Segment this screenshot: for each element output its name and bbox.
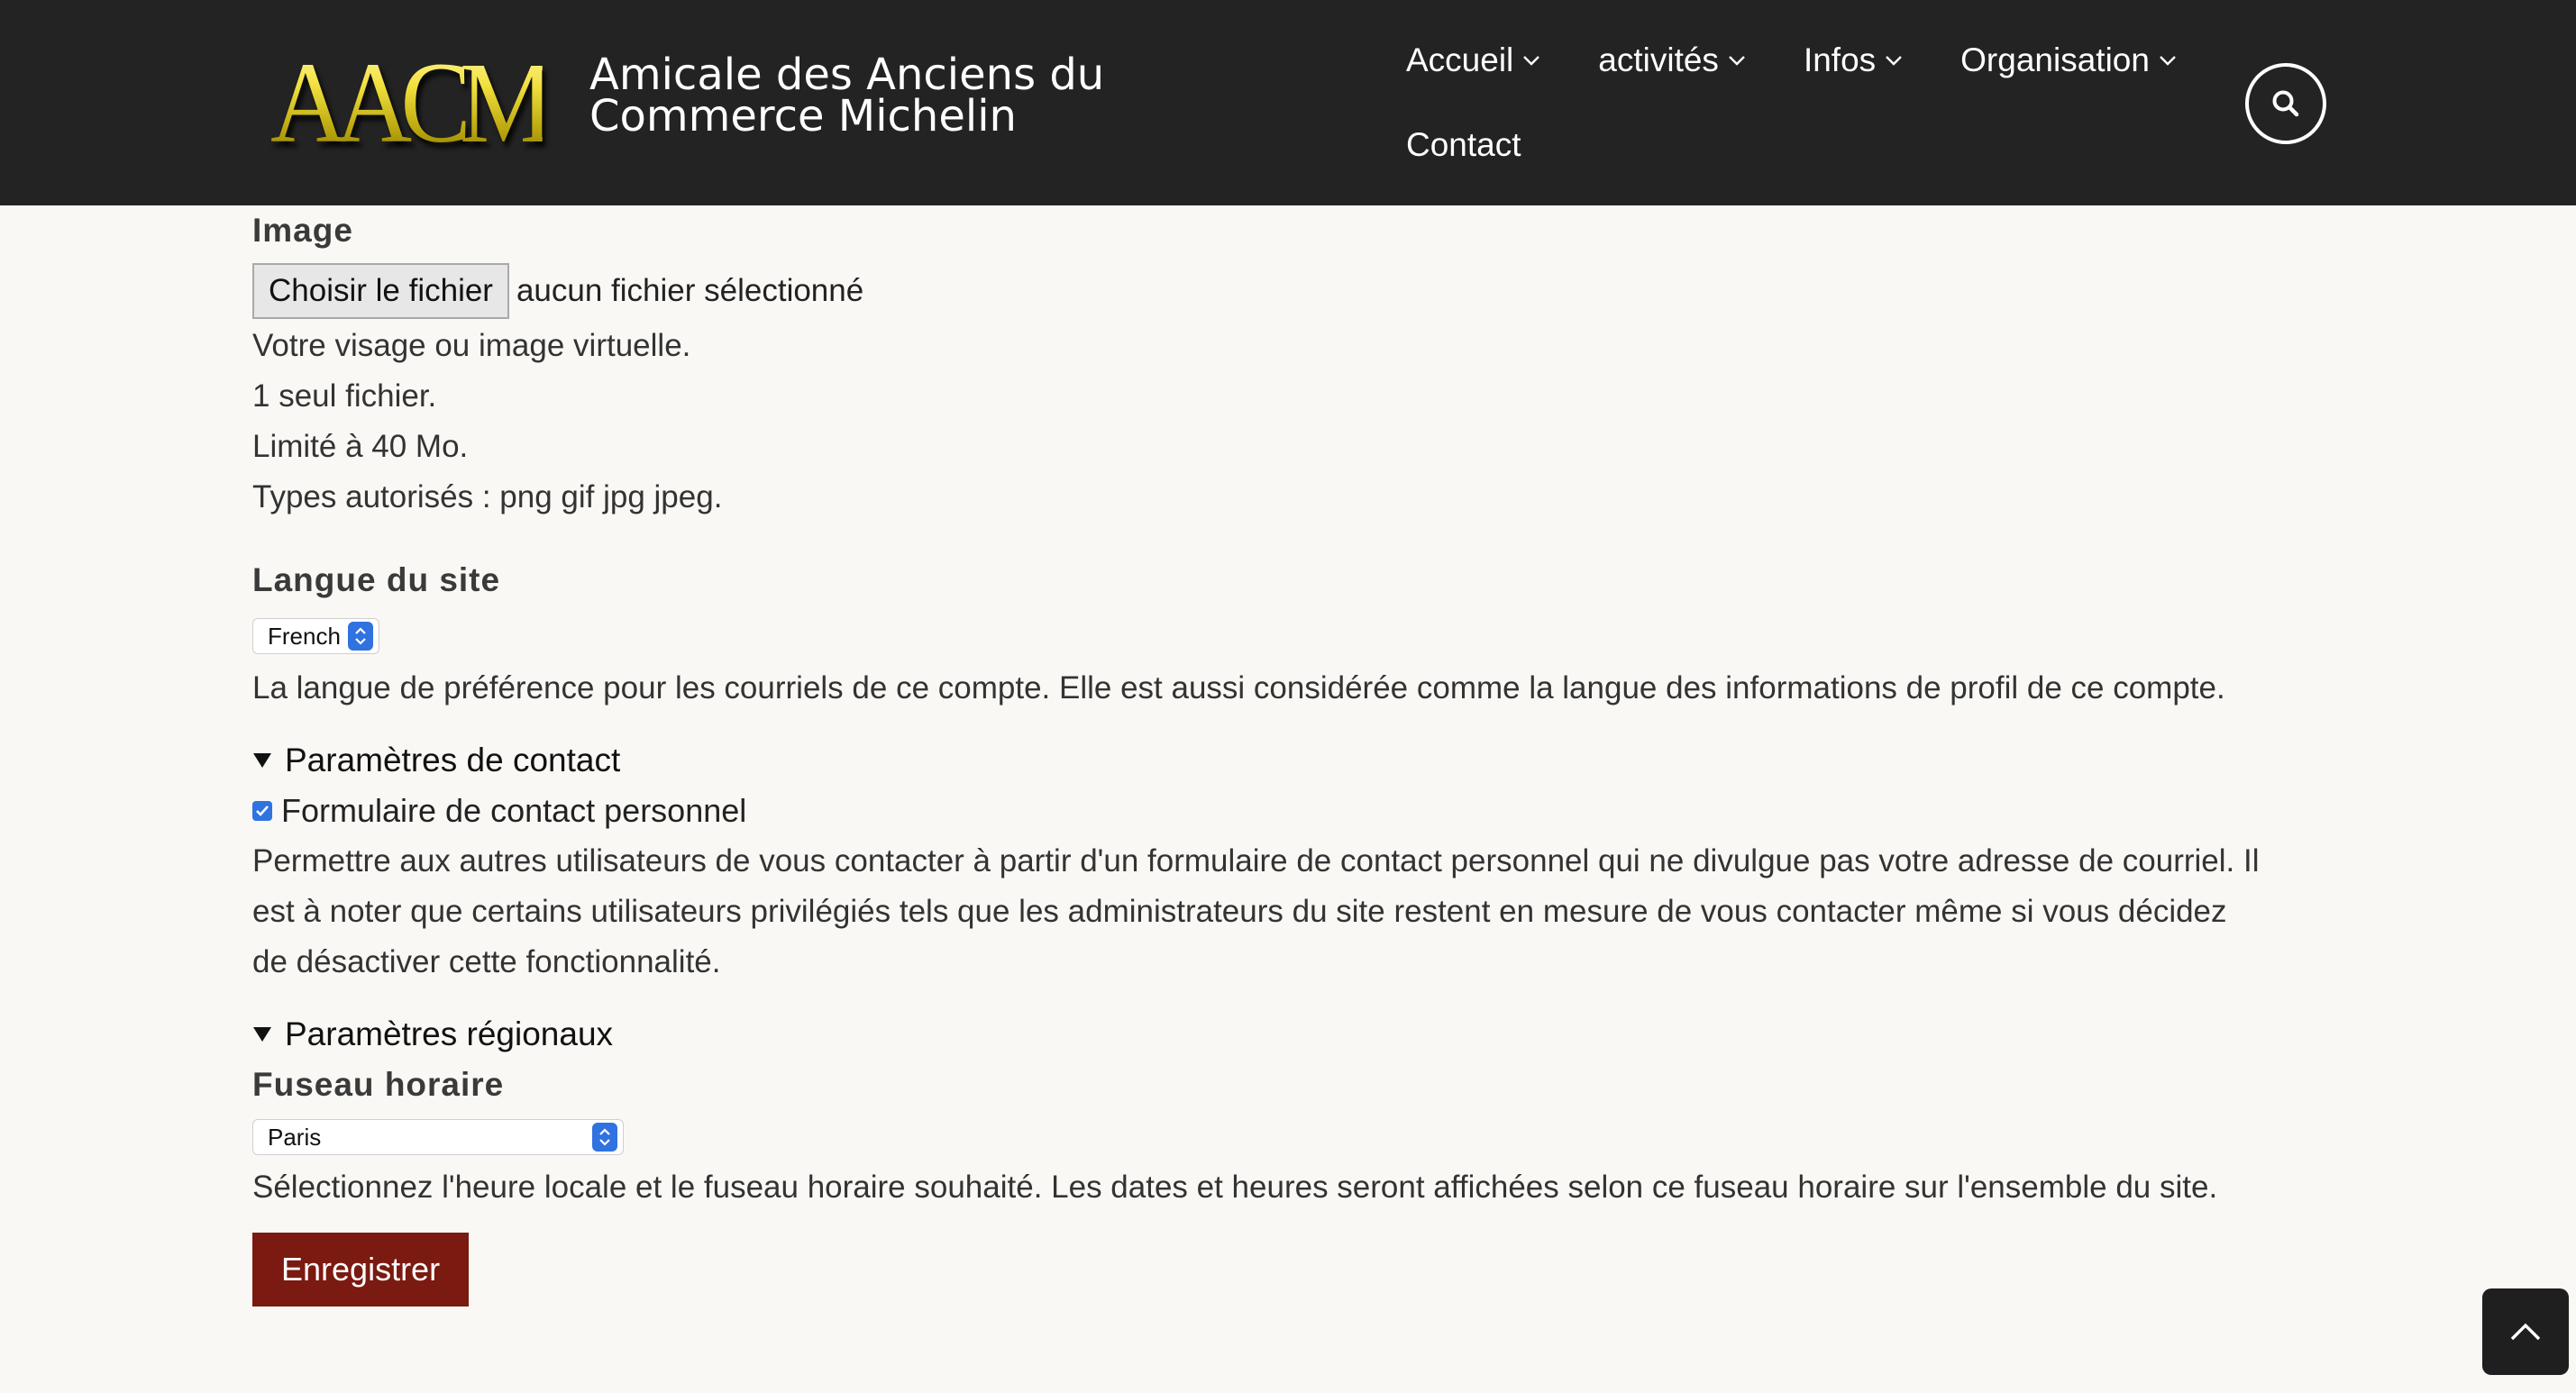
nav-item-label: Infos: [1803, 41, 1877, 78]
timezone-select[interactable]: [252, 1119, 624, 1155]
timezone-field-label: Fuseau horaire: [252, 1066, 505, 1103]
nav-item-infos[interactable]: [1804, 41, 1903, 79]
regional-settings-toggle[interactable]: [252, 1009, 2352, 1060]
image-help-line: 1 seul fichier.: [252, 378, 437, 414]
select-arrows-icon: [348, 622, 373, 651]
chevron-down-icon: [1885, 55, 1903, 66]
contact-settings-toggle[interactable]: [252, 735, 2352, 786]
contact-settings-summary: Paramètres de contact: [285, 742, 621, 778]
file-status-text: aucun fichier sélectionné: [516, 273, 864, 308]
language-help-text: La langue de préférence pour les courriels de ce compte. Elle est aussi considérée comme la langue des informations de profil de ce compte.: [252, 670, 2225, 706]
chevron-down-icon: [1728, 55, 1746, 66]
nav-item-activites[interactable]: [1598, 41, 1746, 79]
timezone-help-text: Sélectionnez l'heure locale et le fuseau horaire souhaité. Les dates et heures seront affichées selon ce fuseau horaire sur l'ensemble du site.: [252, 1170, 2218, 1205]
language-field: [252, 555, 2352, 714]
language-field-label: Langue du site: [252, 561, 501, 598]
image-help-line: Limité à 40 Mo.: [252, 429, 469, 464]
nav-row-1: [1406, 36, 2217, 85]
personal-contact-checkbox[interactable]: [252, 801, 272, 821]
nav-item-organisation[interactable]: [1960, 41, 2177, 79]
select-arrows-icon: [592, 1123, 617, 1152]
personal-contact-form-option: [252, 786, 2352, 836]
nav-item-label: Accueil: [1406, 41, 1514, 78]
nav-item-contact[interactable]: [1406, 126, 1521, 164]
site-header: [0, 0, 2576, 205]
timezone-select-value: Paris: [268, 1124, 322, 1151]
nav-row-2: [1406, 121, 2217, 169]
nav-item-label: Organisation: [1960, 41, 2150, 78]
chevron-down-icon: [2159, 55, 2177, 66]
logo-text: AACM: [270, 39, 543, 167]
choose-file-button[interactable]: Choisir le fichier: [252, 263, 509, 319]
nav-item-label: activités: [1598, 41, 1719, 78]
chevron-down-icon: [1522, 55, 1540, 66]
nav-item-accueil[interactable]: [1406, 41, 1540, 79]
save-button[interactable]: Enregistrer: [252, 1233, 469, 1307]
search-button[interactable]: [2245, 63, 2326, 144]
site-name[interactable]: Amicale des Anciens du Commerce Michelin: [589, 50, 1105, 141]
site-logo[interactable]: [270, 39, 568, 167]
search-icon: [2270, 88, 2301, 119]
chevron-up-icon: [2509, 1322, 2542, 1342]
image-help-line: Types autorisés : png gif jpg jpeg.: [252, 479, 723, 514]
personal-contact-checkbox-label[interactable]: Formulaire de contact personnel: [281, 792, 747, 829]
nav-item-label: Contact: [1406, 126, 1521, 163]
triangle-down-icon: [252, 752, 272, 769]
main-nav: [1406, 36, 2217, 169]
regional-settings-section: [252, 1009, 2352, 1213]
regional-settings-summary: Paramètres régionaux: [285, 1015, 614, 1052]
user-settings-form: [252, 205, 2352, 1307]
contact-settings-section: [252, 735, 2352, 988]
language-select[interactable]: [252, 618, 379, 654]
contact-help-line: Permettre aux autres utilisateurs de vous contacter à partir d'un formulaire de contact personnel qui ne divulgue pas votre adresse de courriel. Il: [252, 843, 2260, 879]
language-select-value: French: [268, 623, 341, 650]
image-field: [252, 205, 2352, 523]
triangle-down-icon: [252, 1026, 272, 1042]
contact-help-line: de désactiver cette fonctionnalité.: [252, 944, 721, 979]
file-input: [252, 261, 2352, 321]
image-help-line: Votre visage ou image virtuelle.: [252, 328, 691, 363]
contact-help-line: est à noter que certains utilisateurs privilégiés tels que les administrateurs du site restent en mesure de vous contacter même si vous décidez: [252, 894, 2227, 929]
back-to-top-button[interactable]: [2482, 1288, 2569, 1375]
image-field-label: Image: [252, 212, 353, 249]
